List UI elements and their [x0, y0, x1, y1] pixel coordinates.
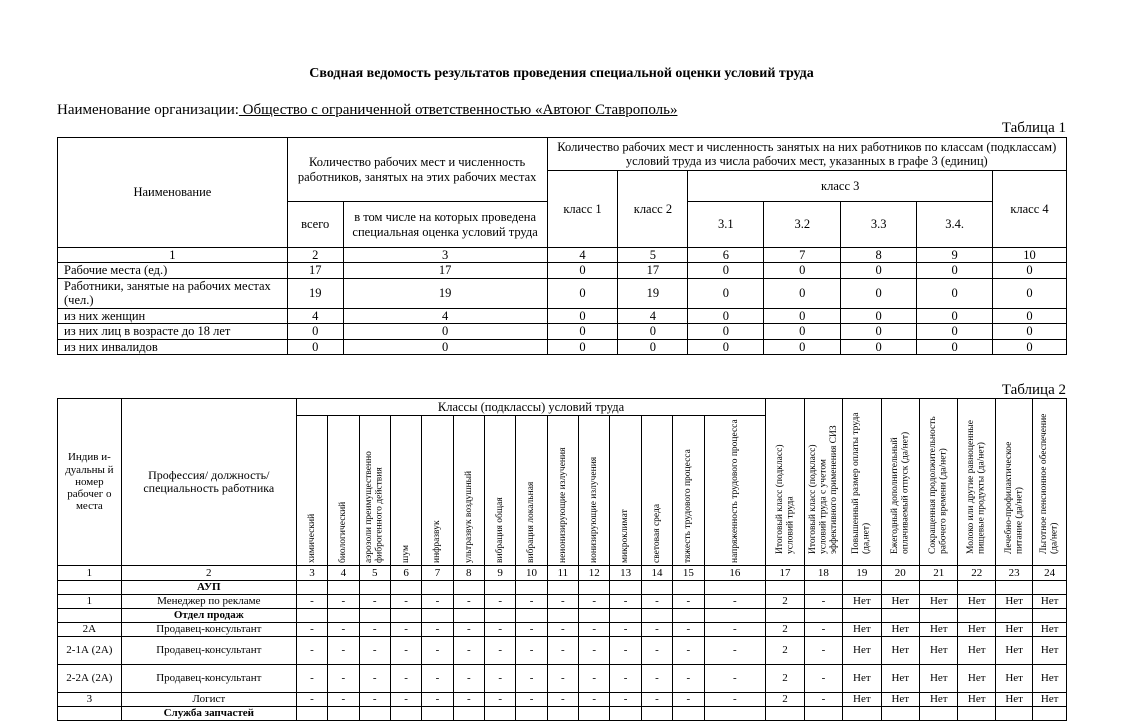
header-classes: Классы (подклассы) условий труда [296, 399, 765, 416]
factor-header: вибрация общая [484, 416, 515, 566]
guarantee-value: Нет [958, 637, 995, 665]
factor-value: - [673, 665, 704, 693]
header-class2: класс 2 [618, 171, 688, 248]
final-class: 2 [766, 595, 804, 609]
column-number: 19 [843, 566, 881, 581]
cell-value: 0 [688, 308, 764, 323]
guarantee-value: Нет [920, 637, 958, 665]
cell-value: 0 [917, 263, 993, 278]
header-therapeutic-food: Лечебно-профилактическое питание (да/нет) [995, 399, 1032, 566]
guarantee-value: Нет [881, 595, 919, 609]
factor-value: - [516, 595, 547, 609]
table-row [58, 595, 1067, 609]
final-class-siz: - [804, 595, 842, 609]
factor-value: - [547, 595, 578, 609]
cell-value: 0 [547, 278, 618, 308]
factor-value: - [359, 693, 390, 707]
cell-value: 0 [688, 263, 764, 278]
factor-value: - [673, 623, 704, 637]
guarantee-value: Нет [920, 595, 958, 609]
final-class: 2 [766, 665, 804, 693]
header-final-class: Итоговый класс (подкласс) условий труда [766, 399, 804, 566]
guarantee-value: Нет [995, 637, 1032, 665]
table-row [58, 637, 1067, 665]
cell-value: 0 [917, 308, 993, 323]
column-number: 1 [58, 248, 288, 263]
header-workplaces-count: Количество рабочих мест и численность работников, занятых на этих рабочих местах [287, 138, 547, 202]
cell-value: 0 [841, 324, 917, 339]
factor-value: - [453, 665, 484, 693]
column-number: 24 [1033, 566, 1067, 581]
cell-value: 0 [618, 339, 688, 354]
section-row [58, 581, 1067, 595]
column-number: 15 [673, 566, 704, 581]
header-workplace-id: Индив и- дуальны й номер рабочег о места [58, 399, 122, 566]
factor-value: - [673, 595, 704, 609]
cell-value: 0 [917, 339, 993, 354]
table-row [58, 339, 1067, 354]
cell-value: 4 [618, 308, 688, 323]
factor-value: - [328, 693, 359, 707]
column-number: 4 [328, 566, 359, 581]
cell-value: 0 [343, 339, 547, 354]
column-number: 5 [618, 248, 688, 263]
column-number: 2 [121, 566, 296, 581]
cell-value: 0 [688, 339, 764, 354]
column-number: 12 [579, 566, 610, 581]
factor-value: - [610, 693, 641, 707]
factor-value: - [579, 665, 610, 693]
factor-value: - [579, 693, 610, 707]
row-label: Рабочие места (ед.) [58, 263, 288, 278]
final-class-siz: - [804, 623, 842, 637]
factor-value: - [610, 637, 641, 665]
factor-value: - [296, 595, 327, 609]
factor-value: - [641, 595, 672, 609]
cell-value: 0 [993, 263, 1067, 278]
row-label: Работники, занятые на рабочих местах (чел.) [58, 278, 288, 308]
cell-value: 0 [547, 308, 618, 323]
row-label: из них инвалидов [58, 339, 288, 354]
workplace-id: 2А [58, 623, 122, 637]
document-title: Сводная ведомость результатов проведения специальной оценки условий труда [309, 66, 814, 81]
cell-value: 0 [764, 308, 841, 323]
header-class-3-1: 3.1 [688, 202, 764, 248]
factor-value: - [484, 637, 515, 665]
factor-value: - [390, 637, 421, 665]
factor-value: - [390, 665, 421, 693]
guarantee-value: Нет [958, 595, 995, 609]
factor-value: - [484, 623, 515, 637]
guarantee-value: Нет [958, 693, 995, 707]
factor-value: - [610, 595, 641, 609]
column-number: 4 [547, 248, 618, 263]
factor-header: аэрозоли преимущественно фиброгенного действия [359, 416, 390, 566]
header-profession: Профессия/ должность/ специальность работника [121, 399, 296, 566]
factor-value: - [453, 693, 484, 707]
factor-header: неионизирующие излучения [547, 416, 578, 566]
factor-value: - [641, 665, 672, 693]
factor-header: шум [390, 416, 421, 566]
profession: Логист [121, 693, 296, 707]
guarantee-value: Нет [843, 665, 881, 693]
cell-value: 19 [618, 278, 688, 308]
final-class: 2 [766, 693, 804, 707]
factor-header: тяжесть трудового процесса [673, 416, 704, 566]
guarantee-value: Нет [920, 693, 958, 707]
guarantee-value: Нет [843, 693, 881, 707]
cell-value: 0 [688, 324, 764, 339]
column-number: 23 [995, 566, 1032, 581]
guarantee-value: Нет [1033, 623, 1067, 637]
factor-value: - [484, 665, 515, 693]
header-assessed: в том числе на которых проведена специальная оценка условий труда [343, 202, 547, 248]
factor-value: - [641, 693, 672, 707]
factor-value: - [390, 623, 421, 637]
factor-value: - [516, 693, 547, 707]
factor-value: - [296, 665, 327, 693]
section-row [58, 609, 1067, 623]
header-classes-count: Количество рабочих мест и численность занятых на них работников по классам (подклассам) условий труда из числа рабочих мест, указанных в графе 3 (единиц) [547, 138, 1066, 171]
final-class-siz: - [804, 637, 842, 665]
cell-value: 0 [547, 324, 618, 339]
cell-value: 17 [343, 263, 547, 278]
factor-header: биологический [328, 416, 359, 566]
guarantee-value: Нет [995, 623, 1032, 637]
factor-value: - [359, 665, 390, 693]
cell-value: 0 [688, 278, 764, 308]
factor-value: - [359, 595, 390, 609]
cell-value: 0 [547, 263, 618, 278]
guarantee-value: Нет [920, 665, 958, 693]
row-label: из них лиц в возрасте до 18 лет [58, 324, 288, 339]
cell-value: 0 [993, 308, 1067, 323]
guarantee-value: Нет [1033, 665, 1067, 693]
factor-value: - [704, 665, 766, 693]
guarantee-value: Нет [1033, 637, 1067, 665]
guarantee-value: Нет [1033, 693, 1067, 707]
cell-value: 0 [343, 324, 547, 339]
final-class-siz: - [804, 693, 842, 707]
factor-value: - [704, 595, 766, 609]
factor-value: - [547, 693, 578, 707]
factor-value: - [704, 693, 766, 707]
cell-value: 0 [287, 324, 343, 339]
factor-value: - [547, 623, 578, 637]
factor-value: - [704, 623, 766, 637]
column-number: 8 [841, 248, 917, 263]
factor-value: - [422, 637, 453, 665]
cell-value: 0 [993, 278, 1067, 308]
column-number: 6 [390, 566, 421, 581]
guarantee-value: Нет [958, 623, 995, 637]
table-row [58, 324, 1067, 339]
factor-value: - [484, 595, 515, 609]
header-class1: класс 1 [547, 171, 618, 248]
factor-header: вибрация локальная [516, 416, 547, 566]
table-row [58, 263, 1067, 278]
column-number: 9 [484, 566, 515, 581]
column-number: 3 [296, 566, 327, 581]
cell-value: 0 [287, 339, 343, 354]
table-row [58, 665, 1067, 693]
section-title: Служба запчастей [121, 707, 296, 721]
cell-value: 4 [287, 308, 343, 323]
profession: Продавец-консультант [121, 623, 296, 637]
header-name: Наименование [58, 138, 288, 248]
header-class4: класс 4 [993, 171, 1067, 248]
factor-value: - [453, 623, 484, 637]
cell-value: 0 [841, 339, 917, 354]
cell-value: 0 [841, 263, 917, 278]
column-number: 16 [704, 566, 766, 581]
workplace-id: 1 [58, 595, 122, 609]
factor-header: световая среда [641, 416, 672, 566]
cell-value: 0 [618, 324, 688, 339]
factor-header: микроклимат [610, 416, 641, 566]
final-class: 2 [766, 637, 804, 665]
workplace-id: 3 [58, 693, 122, 707]
factor-value: - [704, 637, 766, 665]
header-pension: Льготное пенсионное обеспечение (да/нет) [1033, 399, 1067, 566]
header-class-3-2: 3.2 [764, 202, 841, 248]
header-extra-leave: Ежегодный дополнительный оплачиваемый отпуск (да/нет) [881, 399, 919, 566]
column-number: 10 [993, 248, 1067, 263]
table-row [58, 693, 1067, 707]
section-row [58, 707, 1067, 721]
cell-value: 0 [764, 339, 841, 354]
factor-value: - [453, 595, 484, 609]
header-class-3-3: 3.3 [841, 202, 917, 248]
factor-value: - [516, 623, 547, 637]
column-number: 17 [766, 566, 804, 581]
factor-header: ультразвук воздушный [453, 416, 484, 566]
guarantee-value: Нет [958, 665, 995, 693]
factor-value: - [453, 637, 484, 665]
factor-value: - [359, 623, 390, 637]
cell-value: 0 [841, 278, 917, 308]
factor-value: - [296, 693, 327, 707]
factor-value: - [579, 637, 610, 665]
workplace-id: 2-2А (2А) [58, 665, 122, 693]
factor-header: ионизирующие излучения [579, 416, 610, 566]
cell-value: 19 [343, 278, 547, 308]
workplaces-table [57, 398, 1067, 721]
factor-value: - [328, 637, 359, 665]
guarantee-value: Нет [920, 623, 958, 637]
column-number: 2 [287, 248, 343, 263]
profession: Менеджер по рекламе [121, 595, 296, 609]
factor-value: - [610, 623, 641, 637]
final-class-siz: - [804, 665, 842, 693]
guarantee-value: Нет [995, 595, 1032, 609]
column-number: 20 [881, 566, 919, 581]
cell-value: 0 [917, 278, 993, 308]
table1-caption: Таблица 1 [1001, 120, 1066, 136]
column-number: 6 [688, 248, 764, 263]
guarantee-value: Нет [995, 665, 1032, 693]
cell-value: 0 [993, 339, 1067, 354]
header-total: всего [287, 202, 343, 248]
cell-value: 4 [343, 308, 547, 323]
guarantee-value: Нет [843, 623, 881, 637]
cell-value: 0 [764, 324, 841, 339]
header-class3: класс 3 [688, 171, 993, 202]
column-number: 18 [804, 566, 842, 581]
column-number: 14 [641, 566, 672, 581]
column-number: 7 [764, 248, 841, 263]
cell-value: 0 [917, 324, 993, 339]
factor-value: - [673, 693, 704, 707]
summary-table [57, 137, 1067, 355]
factor-value: - [484, 693, 515, 707]
guarantee-value: Нет [843, 595, 881, 609]
table2-caption: Таблица 2 [1001, 382, 1066, 398]
column-number: 1 [58, 566, 122, 581]
cell-value: 0 [547, 339, 618, 354]
column-number: 11 [547, 566, 578, 581]
profession: Продавец-консультант [121, 637, 296, 665]
factor-value: - [296, 623, 327, 637]
guarantee-value: Нет [881, 665, 919, 693]
header-class-3-4: 3.4. [917, 202, 993, 248]
factor-header: напряженность трудового процесса [704, 416, 766, 566]
factor-value: - [328, 665, 359, 693]
factor-value: - [579, 595, 610, 609]
factor-value: - [422, 595, 453, 609]
header-short-time: Сокращенная продолжительность рабочего времени (да/нет) [920, 399, 958, 566]
organization-line [57, 102, 677, 119]
header-final-class-siz: Итоговый класс (подкласс) условий труда с учетом эффективного применения СИЗ [804, 399, 842, 566]
cell-value: 0 [764, 263, 841, 278]
row-label: из них женщин [58, 308, 288, 323]
column-number: 10 [516, 566, 547, 581]
column-number: 5 [359, 566, 390, 581]
column-number: 13 [610, 566, 641, 581]
cell-value: 0 [993, 324, 1067, 339]
factor-value: - [359, 637, 390, 665]
column-number: 22 [958, 566, 995, 581]
factor-value: - [610, 665, 641, 693]
factor-value: - [390, 595, 421, 609]
cell-value: 17 [287, 263, 343, 278]
factor-value: - [422, 623, 453, 637]
cell-value: 0 [764, 278, 841, 308]
factor-value: - [579, 623, 610, 637]
factor-header: инфразвук [422, 416, 453, 566]
guarantee-value: Нет [995, 693, 1032, 707]
table-row [58, 278, 1067, 308]
table-row [58, 308, 1067, 323]
guarantee-value: Нет [843, 637, 881, 665]
factor-value: - [296, 637, 327, 665]
profession: Продавец-консультант [121, 665, 296, 693]
section-title: Отдел продаж [121, 609, 296, 623]
column-number: 21 [920, 566, 958, 581]
org-name: Общество с ограниченной ответственностью «Автоюг Ставрополь» [238, 102, 678, 118]
guarantee-value: Нет [1033, 595, 1067, 609]
factor-value: - [516, 637, 547, 665]
column-number: 8 [453, 566, 484, 581]
factor-header: химический [296, 416, 327, 566]
factor-value: - [328, 595, 359, 609]
factor-value: - [516, 665, 547, 693]
cell-value: 19 [287, 278, 343, 308]
org-label: Наименование организации: [57, 102, 239, 118]
factor-value: - [641, 623, 672, 637]
factor-value: - [673, 637, 704, 665]
factor-value: - [547, 637, 578, 665]
column-number: 7 [422, 566, 453, 581]
header-extra-pay: Повышенный размер оплаты труда (да,нет) [843, 399, 881, 566]
final-class: 2 [766, 623, 804, 637]
section-title: АУП [121, 581, 296, 595]
factor-value: - [328, 623, 359, 637]
cell-value: 17 [618, 263, 688, 278]
factor-value: - [422, 665, 453, 693]
guarantee-value: Нет [881, 693, 919, 707]
factor-value: - [390, 693, 421, 707]
column-number: 9 [917, 248, 993, 263]
guarantee-value: Нет [881, 637, 919, 665]
guarantee-value: Нет [881, 623, 919, 637]
factor-value: - [641, 637, 672, 665]
header-milk: Молоко или другие равноценные пищевые продукты (да/нет) [958, 399, 995, 566]
factor-value: - [422, 693, 453, 707]
table-row [58, 623, 1067, 637]
workplace-id: 2-1А (2А) [58, 637, 122, 665]
factor-value: - [547, 665, 578, 693]
cell-value: 0 [841, 308, 917, 323]
column-number: 3 [343, 248, 547, 263]
